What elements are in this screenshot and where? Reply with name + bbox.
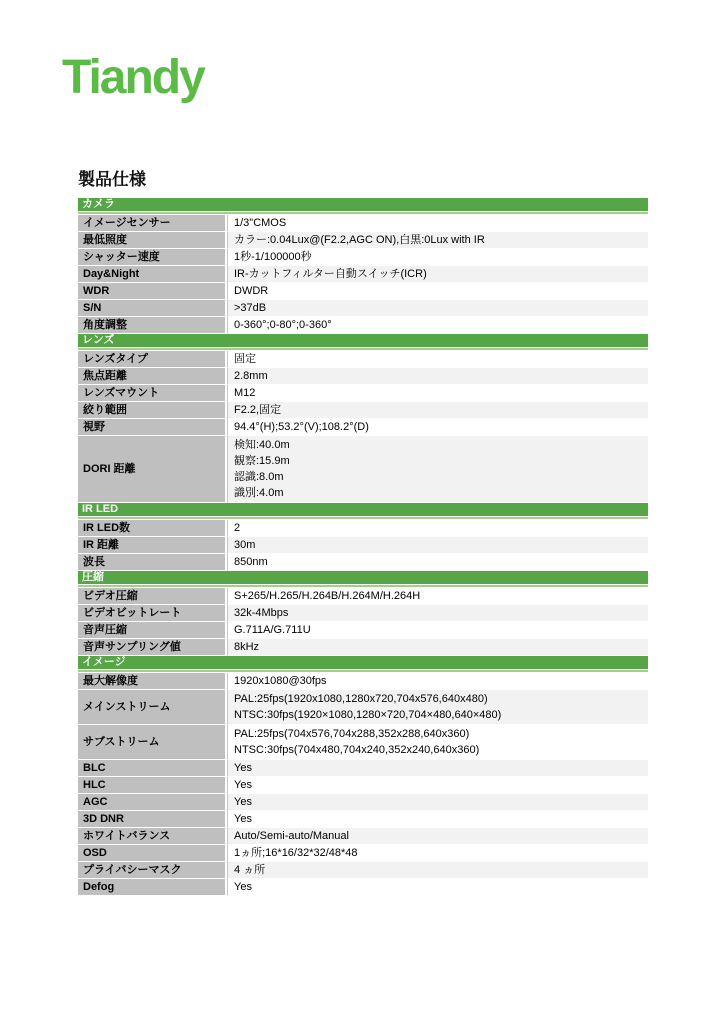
table-row (78, 351, 648, 368)
table-row (78, 419, 648, 436)
table-row (78, 436, 648, 503)
section-header (78, 503, 648, 519)
row-value-line: Auto/Semi-auto/Manual (234, 830, 349, 842)
table-row (78, 520, 648, 537)
row-value-line: NTSC:30fps(1920×1080,1280×720,704×480,640×480) (234, 709, 502, 721)
row-value (227, 777, 648, 794)
table-row (78, 402, 648, 419)
row-label: DORI 距離 (78, 436, 227, 503)
row-value-line: 観察:15.9m (234, 455, 290, 467)
row-value-line: 2.8mm (234, 370, 268, 382)
row-label: 最大解像度 (78, 673, 227, 690)
row-value (227, 317, 648, 334)
row-value (227, 673, 648, 690)
row-value-line: 94.4°(H);53.2°(V);108.2°(D) (234, 421, 369, 433)
table-row (78, 794, 648, 811)
section-header-label: IR LED (78, 503, 648, 516)
row-label: サブストリーム (78, 725, 227, 760)
table-row (78, 690, 648, 725)
row-label: 3D DNR (78, 811, 227, 828)
row-label: メインストリーム (78, 690, 227, 725)
row-value-line: IR-カットフィルター自動スイッチ(ICR) (234, 268, 427, 280)
row-value-line: 2 (234, 522, 241, 534)
row-value-line: DWDR (234, 285, 269, 297)
row-value-line: Yes (234, 779, 252, 791)
row-value (227, 690, 648, 725)
row-value-line: 認識:8.0m (234, 471, 284, 483)
section-header-label: カメラ (78, 198, 648, 211)
page-title: 製品仕様 (78, 170, 146, 189)
row-label: 波長 (78, 554, 227, 571)
row-value (227, 283, 648, 300)
row-value-line: G.711A/G.711U (234, 624, 311, 636)
table-row (78, 862, 648, 879)
row-label: ビデオ圧縮 (78, 588, 227, 605)
table-row (78, 845, 648, 862)
section-header-label: レンズ (78, 334, 648, 347)
row-value (227, 419, 648, 436)
row-value-line: 1/3"CMOS (234, 217, 287, 229)
table-row (78, 317, 648, 334)
row-value-line: 1秒-1/100000秒 (234, 251, 312, 263)
row-value-line: PAL:25fps(704x576,704x288,352x288,640x360) (234, 728, 470, 740)
row-value (227, 828, 648, 845)
section-header-accent-line (78, 348, 648, 350)
row-value-line: >37dB (234, 302, 267, 314)
section-header-accent-line (78, 517, 648, 519)
section-header-accent-line (78, 670, 648, 672)
section-header-label: 圧縮 (78, 571, 648, 584)
row-label: IR LED数 (78, 520, 227, 537)
table-row (78, 300, 648, 317)
row-value (227, 368, 648, 385)
table-row (78, 368, 648, 385)
row-value (227, 436, 648, 503)
row-value (227, 794, 648, 811)
section-header-label: イメージ (78, 656, 648, 669)
row-value-line: 850nm (234, 556, 268, 568)
table-row (78, 385, 648, 402)
table-row (78, 811, 648, 828)
row-value (227, 622, 648, 639)
row-label: シャッター速度 (78, 249, 227, 266)
table-row (78, 537, 648, 554)
row-value-line: 識別:4.0m (234, 487, 284, 499)
row-label: IR 距離 (78, 537, 227, 554)
row-value-line: 1ヵ所;16*16/32*32/48*48 (234, 847, 358, 859)
row-label: S/N (78, 300, 227, 317)
table-row (78, 249, 648, 266)
row-label: Day&Night (78, 266, 227, 283)
row-label: OSD (78, 845, 227, 862)
row-label: 最低照度 (78, 232, 227, 249)
row-value (227, 760, 648, 777)
row-value (227, 351, 648, 368)
row-value (227, 605, 648, 622)
table-row (78, 554, 648, 571)
row-value (227, 232, 648, 249)
table-row (78, 777, 648, 794)
row-value-line: 30m (234, 539, 256, 551)
table-row (78, 760, 648, 777)
row-label: イメージセンサー (78, 215, 227, 232)
tiandy-logo: Tiandy (62, 51, 204, 104)
table-row (78, 879, 648, 896)
table-row (78, 673, 648, 690)
row-value (227, 639, 648, 656)
table-row (78, 266, 648, 283)
row-value-line: F2.2,固定 (234, 404, 282, 416)
table-row (78, 588, 648, 605)
row-value-line: 1920x1080@30fps (234, 675, 327, 687)
row-label: 焦点距離 (78, 368, 227, 385)
row-value-line: PAL:25fps(1920x1080,1280x720,704x576,640x480) (234, 693, 488, 705)
table-row (78, 605, 648, 622)
row-label: HLC (78, 777, 227, 794)
section-header (78, 198, 648, 214)
row-value (227, 520, 648, 537)
row-value (227, 537, 648, 554)
row-value-line: 検知:40.0m (234, 439, 290, 451)
table-row (78, 828, 648, 845)
table-row (78, 215, 648, 232)
table-row (78, 639, 648, 656)
row-label: レンズタイプ (78, 351, 227, 368)
row-value (227, 266, 648, 283)
row-value (227, 811, 648, 828)
row-value-line: 4 ヵ所 (234, 864, 266, 876)
row-label: 視野 (78, 419, 227, 436)
row-value (227, 402, 648, 419)
row-value-line: 固定 (234, 353, 256, 365)
row-label: プライバシーマスク (78, 862, 227, 879)
row-label: 絞り範囲 (78, 402, 227, 419)
row-label: ビデオビットレート (78, 605, 227, 622)
row-value-line: 32k-4Mbps (234, 607, 289, 619)
row-label: 角度調整 (78, 317, 227, 334)
section-header-accent-line (78, 212, 648, 214)
row-label: レンズマウント (78, 385, 227, 402)
row-value (227, 879, 648, 896)
row-value-line: NTSC:30fps(704x480,704x240,352x240,640x360) (234, 744, 480, 756)
section-header (78, 656, 648, 672)
table-row (78, 622, 648, 639)
row-value (227, 249, 648, 266)
row-label: ホワイトバランス (78, 828, 227, 845)
row-value-line: M12 (234, 387, 256, 399)
table-row (78, 283, 648, 300)
row-label: AGC (78, 794, 227, 811)
row-value (227, 385, 648, 402)
row-value-line: S+265/H.265/H.264B/H.264M/H.264H (234, 590, 421, 602)
spec-table (78, 198, 648, 896)
row-value (227, 300, 648, 317)
row-value (227, 215, 648, 232)
row-value-line: Yes (234, 796, 252, 808)
section-header (78, 571, 648, 587)
section-header (78, 334, 648, 350)
table-row (78, 232, 648, 249)
row-value-line: カラー:0.04Lux@(F2.2,AGC ON),白黒:0Lux with IR (234, 234, 485, 246)
row-value (227, 862, 648, 879)
row-value-line: Yes (234, 881, 252, 893)
row-label: Defog (78, 879, 227, 896)
row-value-line: 8kHz (234, 641, 260, 653)
row-value (227, 845, 648, 862)
row-label: 音声圧縮 (78, 622, 227, 639)
row-value-line: Yes (234, 813, 252, 825)
row-value (227, 588, 648, 605)
section-header-accent-line (78, 585, 648, 587)
row-value-line: 0-360°;0-80°;0-360° (234, 319, 332, 331)
table-row (78, 725, 648, 760)
row-value (227, 725, 648, 760)
row-label: WDR (78, 283, 227, 300)
row-label: BLC (78, 760, 227, 777)
row-value (227, 554, 648, 571)
row-value-line: Yes (234, 762, 252, 774)
row-label: 音声サンプリング値 (78, 639, 227, 656)
